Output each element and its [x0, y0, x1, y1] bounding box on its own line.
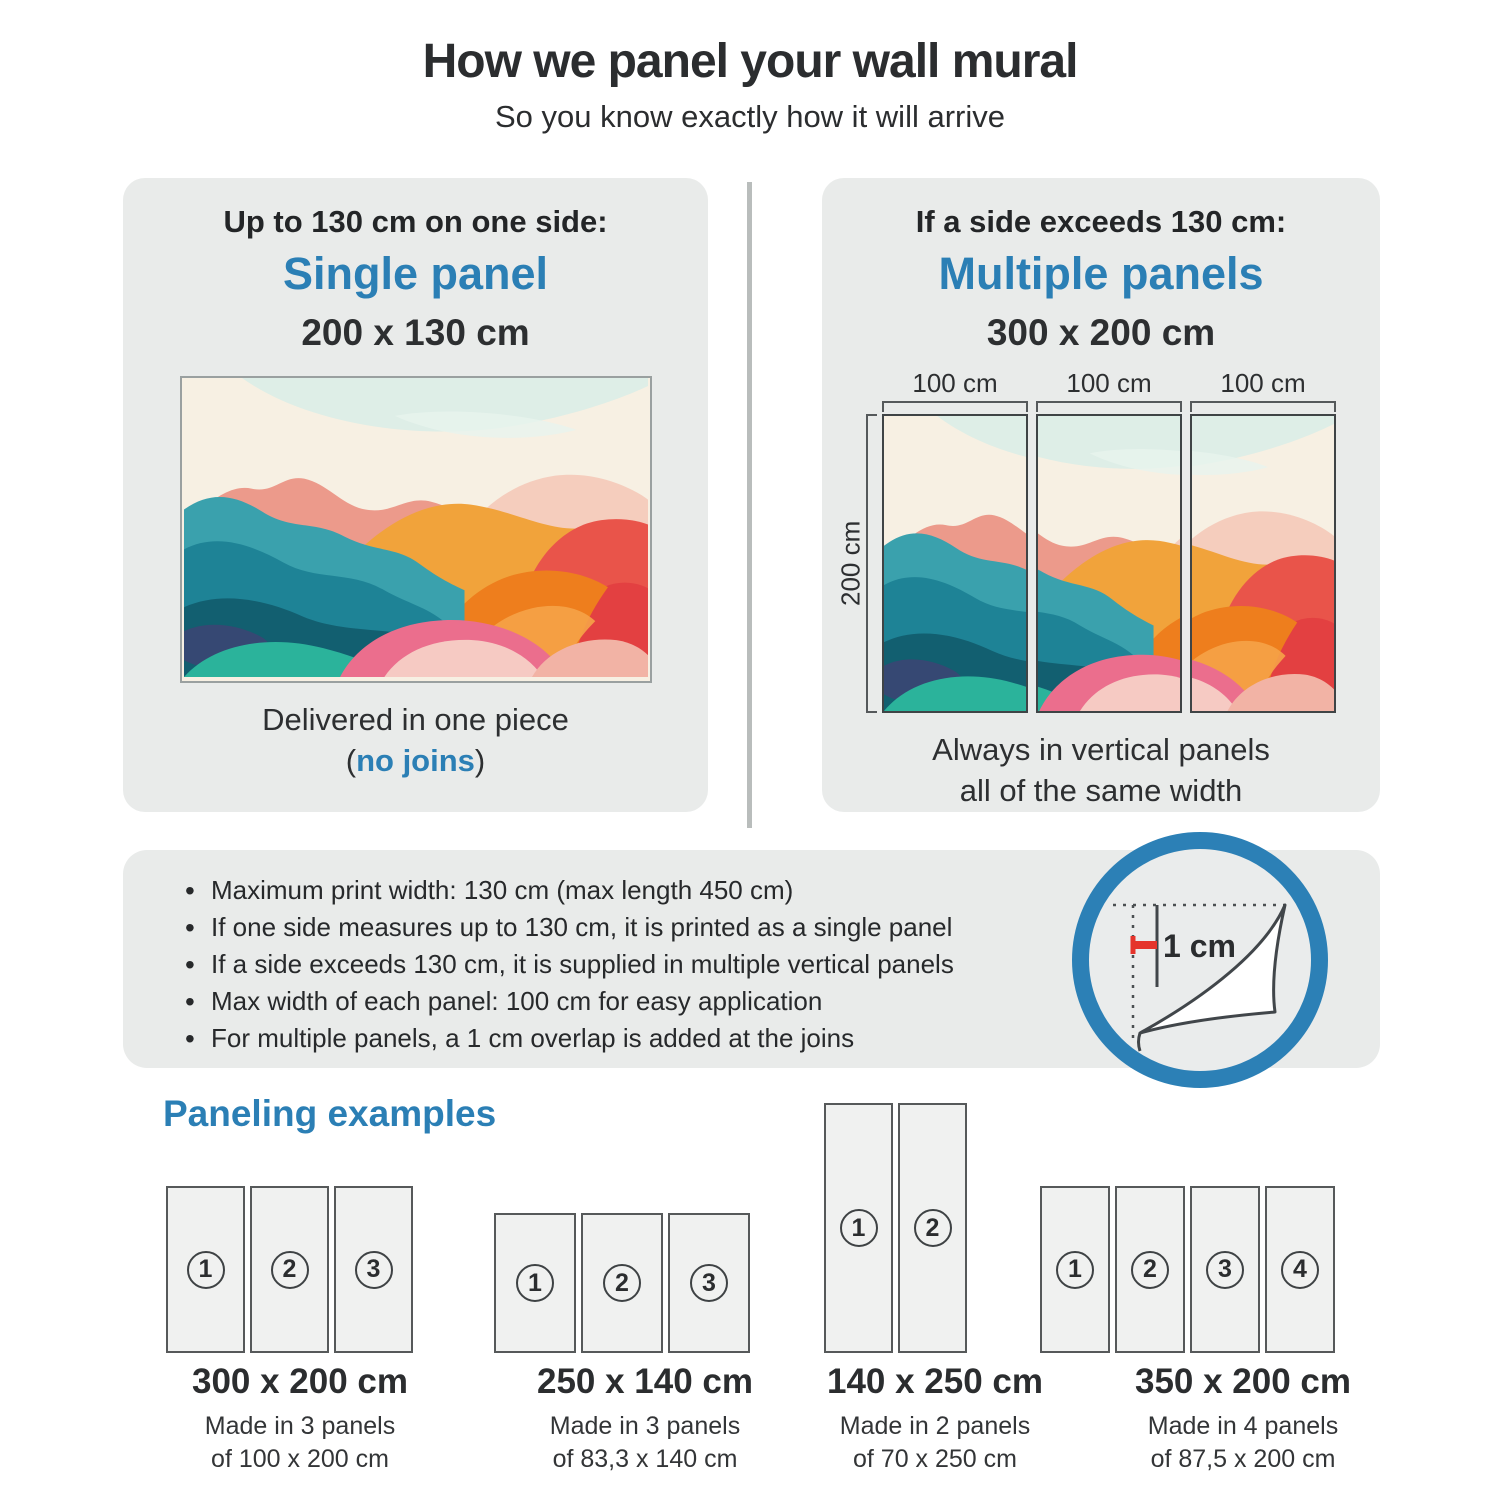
example-description: [475, 1410, 815, 1476]
example-panel: [581, 1213, 663, 1353]
panel-number-badge: 2: [271, 1251, 309, 1289]
width-label-3: 100 cm: [1220, 368, 1306, 398]
single-card-dimensions: 200 x 130 cm: [301, 312, 530, 353]
mural-slice-2: [1036, 414, 1182, 713]
example-description: [130, 1410, 470, 1476]
mural-image-single: [180, 376, 652, 683]
note-bullet: • If a side exceeds 130 cm, it is supplied in multiple vertical panels: [181, 946, 1080, 983]
example-panel: [824, 1103, 893, 1353]
cards-divider: [747, 182, 752, 828]
mural-slice-3: [1190, 414, 1336, 713]
page-curl-icon: [1105, 865, 1295, 1055]
example-caption-4: [1073, 1362, 1413, 1476]
example-panel: [494, 1213, 576, 1353]
example-panel: [1265, 1186, 1335, 1353]
page-subtitle: So you know exactly how it will arrive: [495, 99, 1005, 134]
example-description: [1073, 1410, 1413, 1476]
multiple-card-dimensions: 300 x 200 cm: [986, 312, 1216, 353]
width-label-2: 100 cm: [1066, 368, 1152, 398]
multiple-card-panel-type: Multiple panels: [938, 248, 1264, 299]
example-panels-1: [166, 1186, 413, 1353]
panel-number-badge: 3: [1206, 1251, 1244, 1289]
width-bracket-1: [882, 401, 1028, 412]
single-panel-card: [123, 178, 708, 812]
height-dimension-bracket: [866, 414, 878, 713]
note-bullet: • Maximum print width: 130 cm (max length 450 cm): [181, 872, 1080, 909]
multiple-caption-line1: Always in vertical panels: [932, 732, 1270, 767]
example-size: 300 x 200 cm: [191, 1362, 408, 1401]
example-caption-2: [475, 1362, 815, 1476]
note-bullet: • Max width of each panel: 100 cm for easy application: [181, 983, 1080, 1020]
example-caption-1: [130, 1362, 470, 1476]
example-panel: [1190, 1186, 1260, 1353]
paren-close: ): [474, 743, 486, 778]
page-title: How we panel your wall mural: [422, 35, 1078, 88]
example-panels-4: [1040, 1186, 1335, 1353]
example-panel: [1040, 1186, 1110, 1353]
mural-slice-1: [882, 414, 1028, 713]
panel-number-badge: 1: [187, 1251, 225, 1289]
example-desc-line1: Made in 3 panels: [549, 1412, 741, 1440]
panel-number-badge: 3: [355, 1251, 393, 1289]
example-size: 250 x 140 cm: [536, 1362, 753, 1401]
no-joins-highlight: no joins: [356, 743, 475, 778]
single-card-caption: [123, 699, 708, 781]
example-panel: [668, 1213, 750, 1353]
example-desc-line1: Made in 4 panels: [1147, 1412, 1339, 1440]
width-bracket-3: [1190, 401, 1336, 412]
width-label-1: 100 cm: [912, 368, 998, 398]
width-dimension-3: [1190, 368, 1336, 412]
panel-number-badge: 2: [603, 1264, 641, 1302]
panel-number-badge: 1: [516, 1264, 554, 1302]
panel-number-badge: 1: [840, 1209, 878, 1247]
note-bullet: • For multiple panels, a 1 cm overlap is added at the joins: [181, 1020, 1080, 1057]
example-caption-3: [765, 1362, 1105, 1476]
example-desc-line1: Made in 3 panels: [204, 1412, 396, 1440]
height-dimension-label: 200 cm: [835, 520, 866, 607]
example-panel: [166, 1186, 245, 1353]
example-description: [765, 1410, 1105, 1476]
example-desc-line2: of 100 x 200 cm: [211, 1445, 389, 1473]
example-panel: [1115, 1186, 1185, 1353]
overlap-detail-icon: [1072, 832, 1328, 1088]
multiple-panels-card: [822, 178, 1380, 812]
width-dimension-2: [1036, 368, 1182, 412]
width-dimensions: [882, 368, 1336, 412]
example-panel: [334, 1186, 413, 1353]
paneled-mural-diagram: [822, 368, 1380, 713]
paren-open: (: [345, 743, 357, 778]
panel-number-badge: 2: [914, 1209, 952, 1247]
example-desc-line2: of 87,5 x 200 cm: [1150, 1445, 1336, 1473]
panel-number-badge: 1: [1056, 1251, 1094, 1289]
header: [0, 34, 1500, 135]
single-caption-line2: [123, 740, 708, 781]
height-dimension: [836, 368, 882, 713]
notes-box: [123, 850, 1380, 1068]
single-caption-line1: Delivered in one piece: [262, 702, 569, 737]
example-size: 350 x 200 cm: [1134, 1362, 1351, 1401]
single-card-condition: Up to 130 cm on one side:: [223, 204, 608, 239]
example-size: 140 x 250 cm: [826, 1362, 1043, 1401]
example-panels-3: [824, 1103, 967, 1353]
width-dimension-1: [882, 368, 1028, 412]
multiple-card-caption: [822, 729, 1380, 811]
example-panels-2: [494, 1213, 750, 1353]
multiple-caption-line2: all of the same width: [959, 773, 1243, 808]
examples-heading: Paneling examples: [163, 1093, 497, 1134]
example-panel: [898, 1103, 967, 1353]
width-bracket-2: [1036, 401, 1182, 412]
single-card-panel-type: Single panel: [282, 248, 549, 299]
example-desc-line2: of 83,3 x 140 cm: [552, 1445, 738, 1473]
note-bullet: • If one side measures up to 130 cm, it is printed as a single panel: [181, 909, 1080, 946]
example-desc-line1: Made in 2 panels: [839, 1412, 1031, 1440]
mural-slices: [882, 414, 1336, 713]
example-desc-line2: of 70 x 250 cm: [853, 1445, 1017, 1473]
overlap-measure-label: 1 cm: [1163, 928, 1236, 964]
panel-number-badge: 2: [1131, 1251, 1169, 1289]
panel-number-badge: 4: [1281, 1251, 1319, 1289]
multiple-card-condition: If a side exceeds 130 cm:: [915, 204, 1287, 239]
example-panel: [250, 1186, 329, 1353]
panel-number-badge: 3: [690, 1264, 728, 1302]
